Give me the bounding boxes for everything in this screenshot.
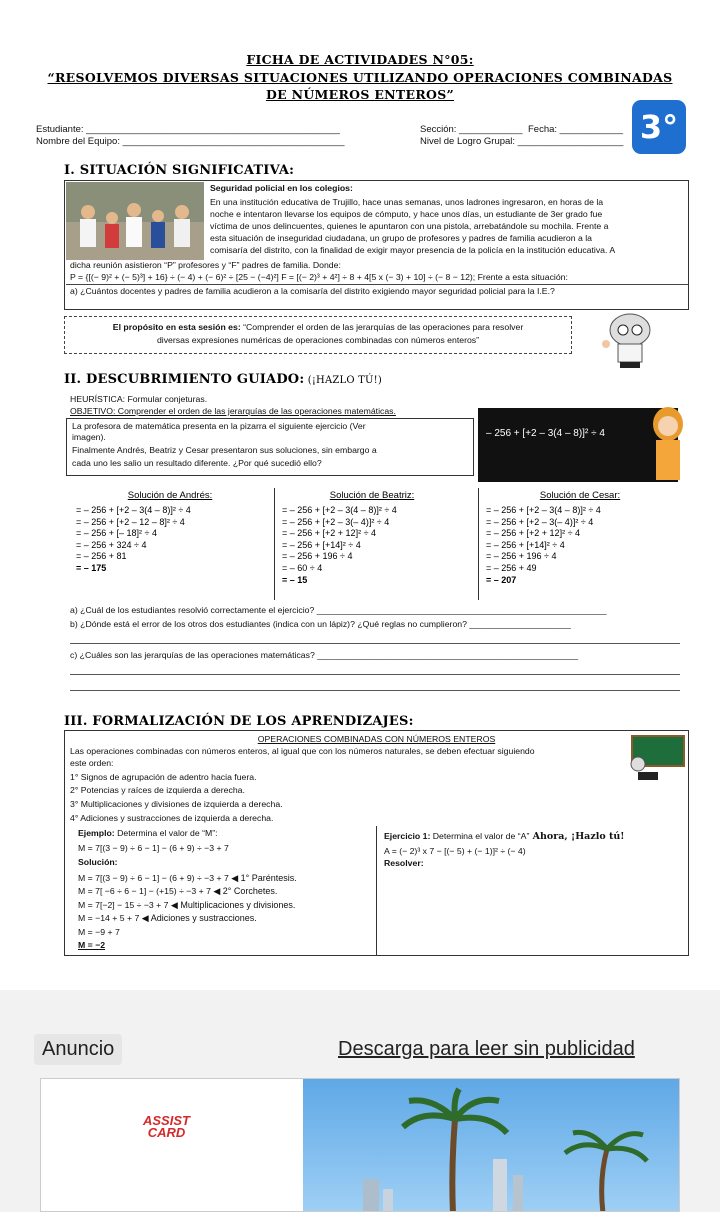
download-link[interactable]: Descarga para leer sin publicidad [338,1038,635,1060]
scientist-icon [594,310,666,368]
section-field: Sección: ____________ [420,124,523,135]
column-divider-1 [274,488,275,600]
step-expression: M = −14 + 5 + 7 [78,913,140,924]
section-2-heading [64,372,382,387]
purpose-line-2: diversas expresiones numéricas de operaciones combinadas con números enteros” [156,335,480,345]
resolve-label: Resolver: [384,858,424,868]
andres-step: = – 256 + [+2 – 3(4 – 8)]² ÷ 4 [76,505,191,515]
worksheet-title: FICHA DE ACTIVIDADES N°05: [246,52,474,67]
andres-step: = – 256 + [+2 – 12 – 8]² ÷ 4 [76,516,185,527]
beatriz-step: = – 256 + [+2 – 3(– 4)]² ÷ 4 [282,516,390,527]
exercise-text: Determina el valor de “A” [430,831,530,841]
beatriz-step: = – 256 + [+2 + 12]² ÷ 4 [282,528,377,539]
cesar-step: = – 256 + [+2 – 3(4 – 8)]² ÷ 4 [486,505,601,515]
step-expression: M = −9 + 7 [78,926,120,937]
column-divider-2 [478,488,479,600]
brand-line-1: ASSIST [143,1113,190,1128]
question-b: b) ¿Dónde está el error de los otros dos estudiantes (indica con un lápiz)? ¿Qué reglas no cumplieron? _____________________ [70,619,571,629]
palm-tree-photo [303,1079,680,1212]
cesar-step: = – 256 + [+14]² ÷ 4 [486,539,565,550]
objective-label: OBJETIVO: Comprender el orden de las jerarquías de las operaciones matemáticas. [70,406,396,416]
rule-3: 3° Multiplicaciones y divisiones de izquierda a derecha. [70,799,283,809]
chalkboard-illustration [624,734,686,780]
answer-line [70,690,680,691]
solution-step [78,872,297,885]
problem-line-1: La profesora de matemática presenta en la pizarra el siguiente ejercicio (Ver [72,421,366,431]
grade-badge: 3° [632,100,686,154]
cesar-step: = – 256 + [+2 + 12]² ÷ 4 [486,528,581,539]
step-note: ◀ 2° Corchetes. [213,886,278,897]
situation-question: a) ¿Cuántos docentes y padres de familia acudieron a la comisaría del distrito exigiendo mayor seguridad policial para la I.E.? [70,286,555,296]
solution-step [78,926,297,939]
brand-line-2: CARD [147,1125,186,1140]
step-expression: M = 7[(3 − 9) ÷ 6 − 1] − (6 + 9) ÷ −3 + 7 [78,873,229,883]
ad-banner[interactable] [40,1078,680,1212]
level-field: Nivel de Logro Grupal: ____________________ [420,136,624,147]
situation-line-5: comisaría del distrito, con la finalidad de exigir mayor presencia de la policía en la institución educativa. A [210,245,616,255]
andres-step: = – 256 + [– 18]² ÷ 4 [76,528,157,539]
example-divider [376,826,377,956]
situation-line-3: víctima de unos delincuentes, quienes le apuntaron con una pistola, arrebatándole su mochila. Frente a [210,221,609,231]
students-photo-icon [66,182,204,260]
beatriz-solution [282,505,397,586]
formalization-title: OPERACIONES COMBINADAS CON NÚMEROS ENTEROS [257,734,496,744]
beatriz-result: = – 15 [282,574,308,585]
purpose-line-1 [64,322,572,333]
purpose-label: El propósito en esta sesión es: [112,322,241,332]
teacher-illustration [646,404,686,484]
scientist-illustration [594,310,666,368]
palm-tree-icon [303,1079,680,1212]
team-field: Nombre del Equipo: __________________________________________ [36,136,345,147]
formalization-intro-1: Las operaciones combinadas con números enteros, al igual que con los números naturales, se deben efectuar siguiendo [70,746,535,756]
question-a: a) ¿Cuál de los estudiantes resolvió correctamente el ejercicio? ____________________________________________________________ [70,605,607,615]
solution-label: Solución: [78,857,118,867]
exercise-cta: Ahora, ¡Hazlo tú! [529,831,625,842]
formalization-intro-2: este orden: [70,758,114,768]
solution-steps [78,872,297,952]
section-1-heading: I. SITUACIÓN SIGNIFICATIVA: [64,163,295,178]
step-note: ◀ 1° Paréntesis. [231,873,297,883]
andres-solution [76,505,191,575]
date-field: Fecha: ____________ [528,124,624,135]
situation-line-4: esta situación de inseguridad ciudadana, un grupo de profesores y padres de familia acudieron a la [210,233,593,243]
andres-title: Solución de Andrés: [127,490,213,501]
answer-line [70,643,680,644]
example-expression: M = 7[(3 − 9) ÷ 6 − 1] − (6 + 9) ÷ −3 + 7 [78,843,229,853]
worksheet-subtitle: “RESOLVEMOS DIVERSAS SITUACIONES UTILIZANDO OPERACIONES COMBINADAS [47,70,673,85]
divider [66,284,688,285]
exercise-expression: A = (− 2)³ x 7 − [(− 5) + (− 1)]² ÷ (− 4) [384,846,526,856]
situation-line-2: noche e intentaron llevarse los equipos de cómputo, y hace unos días, un estudiante de 3er grado fue [210,209,603,219]
section-2-hint: (¡HAZLO TÚ!) [304,375,382,386]
andres-step: = – 256 + 81 [76,551,127,562]
situation-formula: P = {[(− 9)² + (− 5)³] + 16} ÷ (− 4) + (− 6)² ÷ [25 − (−4)²] F = [(− 2)³ + 4²] ÷ 8 + 4[5 x (− 3) + 10] ÷ (− 8 − 12); Frente a esta situación: [70,272,568,282]
example-text: Determina el valor de “M”: [114,828,218,838]
beatriz-title: Solución de Beatriz: [329,490,415,501]
solution-answer: M = −2 [78,940,106,951]
solution-step [78,912,297,925]
teacher-icon [646,404,686,484]
students-photo [66,182,204,260]
board-expression: – 256 + [+2 – 3(4 – 8)]² ÷ 4 [486,428,605,439]
example-label: Ejemplo: [78,828,115,838]
step-expression: M = 7[ −6 ÷ 6 − 1] − (+15) ÷ −3 + 7 [78,886,211,897]
step-note: ◀ Adiciones y sustracciones. [141,913,257,924]
cesar-step: = – 256 + 196 ÷ 4 [486,551,557,562]
rule-1: 1° Signos de agrupación de adentro hacia fuera. [70,772,257,782]
beatriz-step: = – 60 ÷ 4 [282,562,323,573]
situation-line-1: En una institución educativa de Trujillo, hace unas semanas, unos ladrones ingresaron, en horas de la [210,197,604,207]
section-2-title: II. DESCUBRIMIENTO GUIADO: [64,372,305,387]
situation-subtitle: Seguridad policial en los colegios: [210,183,353,193]
solution-step [78,885,297,898]
student-field: Estudiante: ________________________________________________ [36,124,340,135]
question-c: c) ¿Cuáles son las jerarquías de las operaciones matemáticas? ______________________________________________________ [70,650,579,660]
step-note: ◀ Multiplicaciones y divisiones. [170,899,296,910]
example-heading [78,828,218,839]
cesar-step: = – 256 + 49 [486,562,537,573]
step-expression: M = 7[−2] − 15 ÷ −3 + 7 [78,899,169,910]
exercise-heading [384,831,624,842]
problem-line-2: imagen). [72,432,106,442]
problem-line-4: cada uno les salio un resultado diferente. ¿Por qué sucedió ello? [72,458,322,468]
andres-step: = – 256 + 324 ÷ 4 [76,539,147,550]
rule-4: 4° Adiciones y sustracciones de izquierda a derecha. [70,813,274,823]
rule-2: 2° Potencias y raíces de izquierda a derecha. [70,785,245,795]
cesar-step: = – 256 + [+2 – 3(– 4)]² ÷ 4 [486,516,594,527]
answer-line [70,674,680,675]
worksheet-subtitle-2: DE NÚMEROS ENTEROS” [265,87,455,102]
exercise-label: Ejercicio 1: [384,831,431,841]
classroom-board-icon [624,734,686,780]
section-3-heading: III. FORMALIZACIÓN DE LOS APRENDIZAJES: [64,714,414,729]
andres-result: = – 175 [76,562,107,573]
solution-step [78,899,297,912]
ad-label: Anuncio [34,1034,122,1065]
cesar-result: = – 207 [486,574,517,585]
cesar-title: Solución de Cesar: [539,490,621,501]
cesar-solution [486,505,601,586]
situation-line-6: dicha reunión asistieron “P” profesores y “F” padres de familia. Donde: [70,260,341,270]
problem-line-3: Finalmente Andrés, Beatriz y Cesar presentaron sus soluciones, sin embargo a [72,445,377,455]
ad-brand-logo [143,1115,190,1139]
beatriz-step: = – 256 + 196 ÷ 4 [282,551,353,562]
beatriz-step: = – 256 + [+14]² ÷ 4 [282,539,361,550]
purpose-text-1: “Comprender el orden de las jerarquías de las operaciones para resolver [240,322,524,332]
beatriz-step: = – 256 + [+2 – 3(4 – 8)]² ÷ 4 [282,505,397,515]
heuristic-label: HEURÍSTICA: Formular conjeturas. [70,394,208,404]
